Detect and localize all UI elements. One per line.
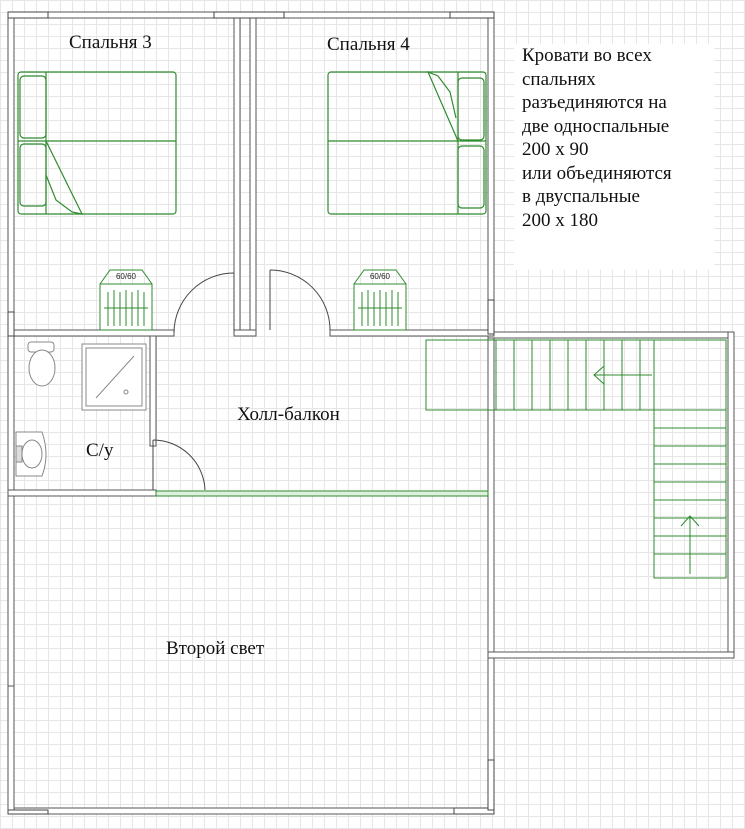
label-hall: Холл-балкон	[237, 404, 340, 425]
door-bath-swing	[153, 440, 205, 490]
door-bed4-swing	[270, 270, 330, 330]
toilet-bowl	[29, 350, 55, 386]
wall-bottom	[8, 808, 494, 814]
wall-right-lower	[488, 334, 494, 810]
label-bedroom3: Спальня 3	[69, 32, 152, 53]
door-bed3-swing	[174, 273, 234, 333]
bed-bedroom3	[18, 72, 176, 214]
wall-annex-bottom	[488, 652, 734, 658]
wall-annex-right	[728, 332, 734, 658]
note-line: или объединяются	[522, 162, 672, 184]
label-bathroom: С/у	[86, 440, 114, 461]
shower-cabin	[82, 344, 146, 410]
wall-bath-right	[150, 336, 156, 446]
doors	[153, 270, 330, 490]
wall-left-lower	[8, 686, 14, 812]
bed-bedroom4	[328, 72, 486, 214]
wall-annex-top	[488, 332, 734, 338]
note-line: спальнях	[522, 68, 596, 90]
wall-between-doors	[234, 330, 256, 336]
label-second-light: Второй свет	[166, 638, 265, 659]
wall-right-upper	[488, 12, 494, 334]
label-bedroom4: Спальня 4	[327, 34, 410, 55]
wardrobe-left-size: 60/60	[115, 272, 137, 281]
note-line: две односпальные	[522, 115, 670, 137]
wall-bed3-right	[234, 12, 240, 334]
note-line: 200 х 90	[522, 139, 589, 160]
wall-bed4-left	[250, 12, 256, 334]
wall-bath-bottom	[8, 490, 156, 496]
wall-bed4-bottom	[330, 330, 494, 336]
note-line: Кровати во всех	[522, 45, 652, 66]
note-line: разъединяются на	[522, 92, 667, 113]
beds-note	[514, 44, 714, 270]
balcony-railing	[156, 491, 488, 496]
bathroom-fixtures	[16, 342, 146, 476]
wall-bed3-bottom	[8, 330, 174, 336]
note-line: 200 х 180	[522, 209, 598, 231]
wardrobe-right-size: 60/60	[369, 272, 391, 281]
staircase	[426, 340, 726, 578]
note-line: в двуспальные	[522, 186, 640, 207]
wall-left	[8, 12, 14, 688]
